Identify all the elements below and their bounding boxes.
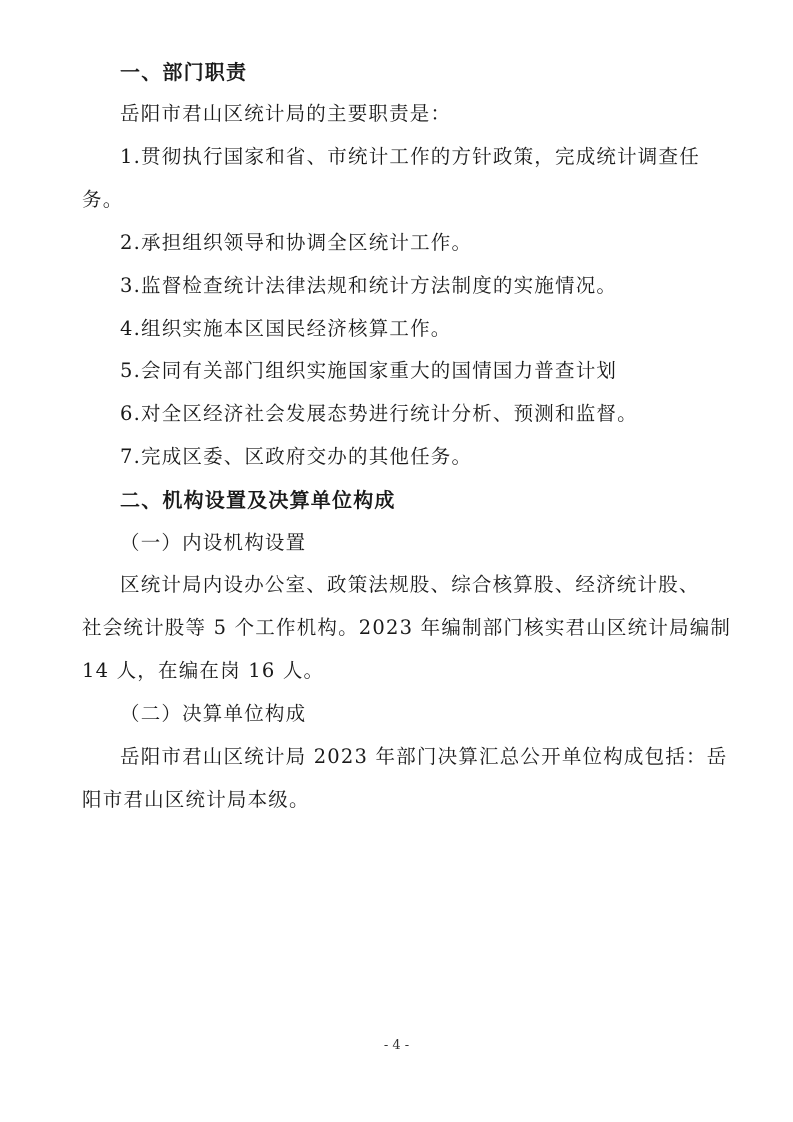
duty-item-3: 3.监督检查统计法律法规和统计方法制度的实施情况。 [120, 274, 618, 297]
section-1-intro: 岳阳市君山区统计局的主要职责是： [120, 102, 452, 125]
duty-item-2: 2.承担组织领导和协调全区统计工作。 [120, 231, 473, 254]
subsection-1-line-3: 14 人，在编在岗 16 人。 [82, 659, 325, 682]
subsection-1-line-2: 社会统计股等 5 个工作机构。2023 年编制部门核实君山区统计局编制 [82, 616, 732, 639]
subsection-1-title: （一）内设机构设置 [120, 531, 307, 554]
duty-item-1-line-2: 务。 [82, 188, 124, 211]
duty-item-5: 5.会同有关部门组织实施国家重大的国情国力普查计划 [120, 359, 618, 382]
page-number: - 4 - [383, 1038, 410, 1053]
duty-item-7: 7.完成区委、区政府交办的其他任务。 [120, 445, 473, 468]
subsection-2-line-2: 阳市君山区统计局本级。 [82, 788, 310, 811]
section-2-title: 二、机构设置及决算单位构成 [120, 488, 396, 512]
subsection-2-title: （二）决算单位构成 [120, 702, 307, 725]
duty-item-6: 6.对全区经济社会发展态势进行统计分析、预测和监督。 [120, 402, 638, 425]
subsection-1-line-1: 区统计局内设办公室、政策法规股、综合核算股、经济统计股、 [120, 573, 700, 596]
duty-item-4: 4.组织实施本区国民经济核算工作。 [120, 317, 452, 340]
subsection-2-line-1: 岳阳市君山区统计局 2023 年部门决算汇总公开单位构成包括：岳 [120, 745, 728, 768]
section-1-title: 一、部门职责 [120, 60, 248, 84]
duty-item-1-line-1: 1.贯彻执行国家和省、市统计工作的方针政策，完成统计调查任 [120, 145, 700, 168]
